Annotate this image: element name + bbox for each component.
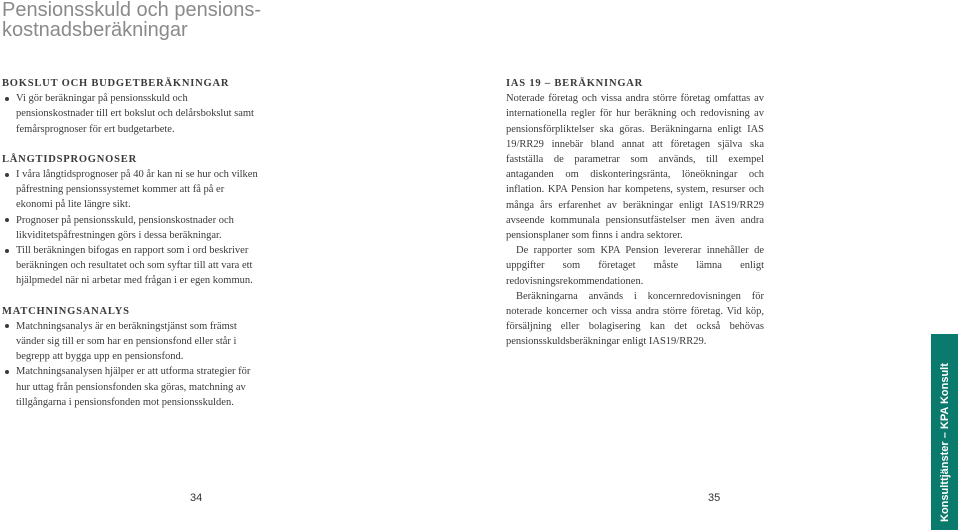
paragraph: De rapporter som KPA Pension levererar innehåller de uppgifter som företaget måste lämna enligt redovisningsrekommendationen. — [506, 245, 764, 287]
list-item — [2, 91, 258, 137]
left-column — [2, 76, 258, 410]
langtidsprognoser-list — [2, 167, 258, 289]
list-item — [2, 243, 258, 289]
bokslut-list — [2, 91, 258, 137]
matchningsanalys-list — [2, 319, 258, 410]
bullet-icon — [5, 173, 9, 177]
section-heading-bokslut: BOKSLUT OCH BUDGETBERÄKNINGAR — [2, 78, 230, 89]
page-number-left: 34 — [190, 492, 203, 504]
list-item — [2, 364, 258, 410]
bullet-icon — [5, 370, 9, 374]
bullet-icon — [5, 324, 9, 328]
right-column — [506, 76, 764, 350]
section-heading-matchningsanalys: MATCHNINGSANALYS — [2, 305, 130, 317]
page-title-line-2: kostnadsberäkningar — [2, 19, 188, 41]
list-item — [2, 319, 258, 365]
side-tab-label: Konsulttjänster – KPA Konsult — [938, 363, 951, 522]
list-item-text: Till beräkningen bifogas en rapport som i ord beskriver beräkningen och resultatet och som syftar till att vara ett hjälpmedel när ni arbetar med frågan i er egen kommun. — [16, 245, 253, 287]
list-item — [2, 213, 258, 243]
section-heading-ias19: IAS 19 – BERÄKNINGAR — [506, 78, 644, 89]
list-item-text: Matchningsanalys är en beräkningstjänst som främst vänder sig till er som har en pensionsfond eller står i begrepp att bygga upp en pensionsfond. — [16, 320, 237, 363]
paragraph: Noterade företag och vissa andra större företag omfattas av internationella regler för hur beräkning och redovisning av pensionsförpliktelser ska göras. Beräkningarna enligt IAS 19/RR29 innebär bland annat att företagen själva ska fastställa de parametrar som används, till exempel antaganden om diskonteringsränta, löneökningar och inflation. KPA Pension har kompetens, system, resurser och många års erfarenhet av beräkningar enligt IAS19/RR29 avseende kommunala pensionsutfästelser men även andra pensionsplaner som finns i andra sektorer. — [506, 93, 764, 242]
side-tab — [931, 334, 958, 530]
paragraph: Beräkningarna används i koncernredovisningen för noterade koncerner och vissa andra större företag. Vid köp, försäljning eller bolagisering kan det också behövas pensionsskuldsberäkningar enligt IAS19/RR29. — [506, 290, 764, 348]
page-number-right: 35 — [708, 492, 721, 504]
list-item-text: I våra långtidsprognoser på 40 år kan ni se hur och vilken påfrestning pensionssystemet kommer att få på er ekonomi på lite längre sikt. — [16, 169, 258, 211]
list-item-text: Prognoser på pensionsskuld, pensionskostnader och likviditetspåfrestningen görs i dessa beräkningar. — [16, 214, 234, 241]
section-heading-langtidsprognoser: LÅNGTIDSPROGNOSER — [2, 153, 137, 165]
bullet-icon — [5, 249, 9, 253]
page-title — [2, 0, 261, 40]
list-item — [2, 167, 258, 213]
list-item-text: Matchningsanalysen hjälper er att utforma strategier för hur uttag från pensionsfonden ska göras, matchning av tillgångarna i pensionsfonden mot pensionsskulden. — [16, 366, 251, 408]
list-item-text: Vi gör beräkningar på pensionsskuld och pensionskostnader till ert bokslut och delårsbokslut samt femårsprognoser för ert budgetarbete. — [16, 93, 254, 135]
bullet-icon — [5, 97, 9, 101]
bullet-icon — [5, 218, 9, 222]
page-title-line-1: Pensionsskuld och pensions- — [2, 0, 262, 21]
